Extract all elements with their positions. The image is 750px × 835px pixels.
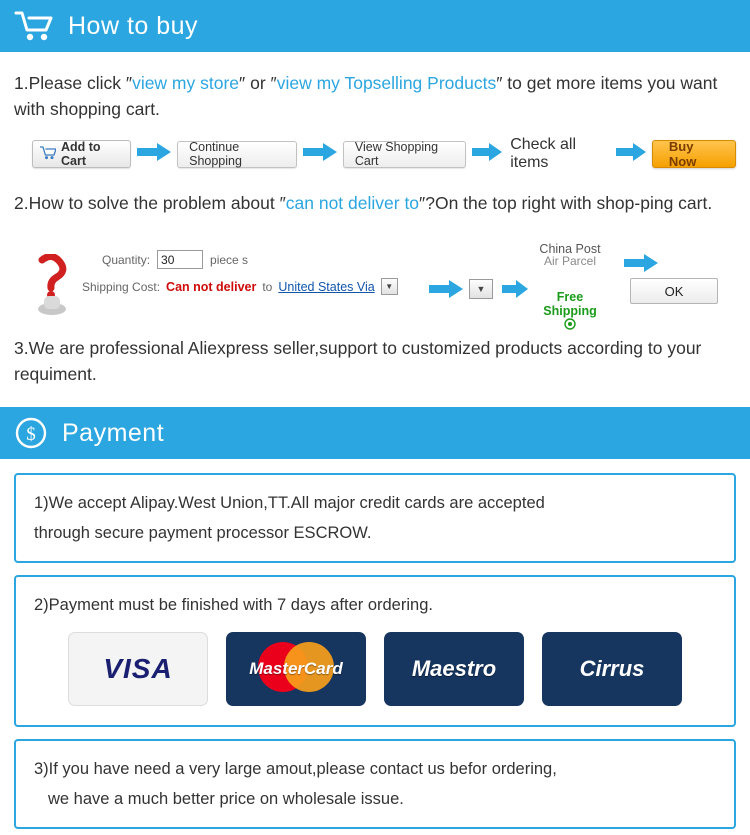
- cart-small-icon: [39, 145, 56, 163]
- arrow-icon-2: [303, 143, 337, 166]
- free-shipping-line-2: Shipping: [543, 304, 597, 318]
- cirrus-logo: [542, 632, 682, 706]
- payment-box-1: [14, 473, 736, 563]
- view-topselling-products-link[interactable]: view my Topselling Products: [276, 73, 497, 93]
- step-2-pre: 2.How to solve the problem about ″: [14, 193, 286, 213]
- quantity-input[interactable]: [157, 250, 203, 269]
- step-1-post: ″ to get more items you want with shopping cart.: [14, 73, 718, 119]
- buy-now-label: Buy Now: [668, 139, 697, 169]
- svg-text:$: $: [26, 424, 36, 445]
- piece-label: piece s: [210, 252, 249, 267]
- carrier-line-2: Air Parcel: [543, 254, 596, 268]
- visa-label: VISA: [103, 653, 173, 684]
- buy-steps-row: [32, 136, 736, 172]
- view-shopping-cart-label: View Shopping Cart: [354, 140, 439, 168]
- quantity-label: Quantity:: [102, 252, 151, 267]
- continue-shopping-label: Continue Shopping: [189, 140, 242, 168]
- payment-box-1-line-2: through secure payment processor ESCROW.: [34, 524, 372, 542]
- how-to-buy-body: [0, 52, 750, 393]
- shopping-cart-icon: [14, 9, 54, 43]
- payment-box-2-line-1: 2)Payment must be finished with 7 days after ordering.: [34, 596, 433, 614]
- check-all-items-label: Check all items: [510, 136, 577, 171]
- arrow-icon-1: [137, 143, 171, 166]
- how-to-buy-header: [0, 0, 750, 52]
- shipping-error-text: Can not deliver: [166, 279, 257, 294]
- carrier-info: [522, 242, 618, 268]
- payment-box-2: [14, 575, 736, 727]
- step-1-mid: ″ or ″: [239, 73, 277, 93]
- quantity-row: [102, 250, 248, 269]
- free-shipping-dot-icon: [564, 318, 576, 330]
- add-to-cart-button[interactable]: [32, 140, 131, 168]
- arrow-icon-3: [472, 143, 502, 166]
- how-to-buy-title: How to buy: [68, 11, 199, 40]
- payment-box-3-line-1: 3)If you have need a very large amout,please contact us befor ordering,: [34, 760, 557, 778]
- maestro-logo: [384, 632, 524, 706]
- shipping-cost-row: [82, 278, 398, 295]
- add-to-cart-label: Add to Cart: [61, 140, 101, 168]
- payment-box-3-line-2: we have a much better price on wholesale issue.: [48, 790, 404, 808]
- step-1-text: [14, 70, 736, 122]
- arrow-icon-5: [429, 280, 463, 303]
- payment-box-1-line-1: 1)We accept Alipay.West Union,TT.All major credit cards are accepted: [34, 494, 545, 512]
- visa-logo: [68, 632, 208, 706]
- arrow-icon-7: [624, 254, 658, 277]
- step-2-post: ″?On the top right with shop-ping cart.: [419, 193, 713, 213]
- free-shipping-badge: [522, 290, 618, 333]
- view-my-store-link[interactable]: view my store: [132, 73, 240, 93]
- destination-dropdown-icon[interactable]: ▼: [381, 278, 398, 295]
- payment-box-3: [14, 739, 736, 829]
- payment-body: [0, 459, 750, 829]
- credit-card-logos: [34, 632, 716, 706]
- can-not-deliver-highlight: can not deliver to: [285, 193, 420, 213]
- payment-header: [0, 407, 750, 459]
- mastercard-label: MasterCard: [249, 659, 343, 678]
- to-label: to: [262, 279, 273, 294]
- destination-link[interactable]: United States Via: [278, 279, 375, 294]
- maestro-label: Maestro: [411, 656, 497, 681]
- carrier-line-1: China Post: [539, 242, 601, 256]
- ok-button-label: OK: [664, 283, 684, 299]
- step-1-pre: 1.Please click ″: [14, 73, 133, 93]
- shipping-method-dropdown[interactable]: ▼: [469, 279, 493, 299]
- delivery-diagram: [24, 232, 736, 327]
- step-3-text: 3.We are professional Aliexpress seller,support to customized products according to your requiment.: [14, 338, 702, 384]
- ok-button[interactable]: [630, 278, 718, 304]
- step-2-text: [14, 190, 736, 216]
- cirrus-label: Cirrus: [579, 656, 645, 681]
- shipping-cost-label: Shipping Cost:: [82, 279, 161, 294]
- payment-title: Payment: [62, 418, 165, 447]
- view-shopping-cart-button[interactable]: [343, 141, 466, 168]
- continue-shopping-button[interactable]: [177, 141, 297, 168]
- arrow-icon-4: [616, 143, 646, 166]
- question-mark-icon: [30, 254, 76, 321]
- free-shipping-line-1: Free: [556, 290, 584, 304]
- mastercard-logo: [226, 632, 366, 706]
- buy-now-button[interactable]: [652, 140, 736, 168]
- dollar-circle-icon: [14, 416, 48, 450]
